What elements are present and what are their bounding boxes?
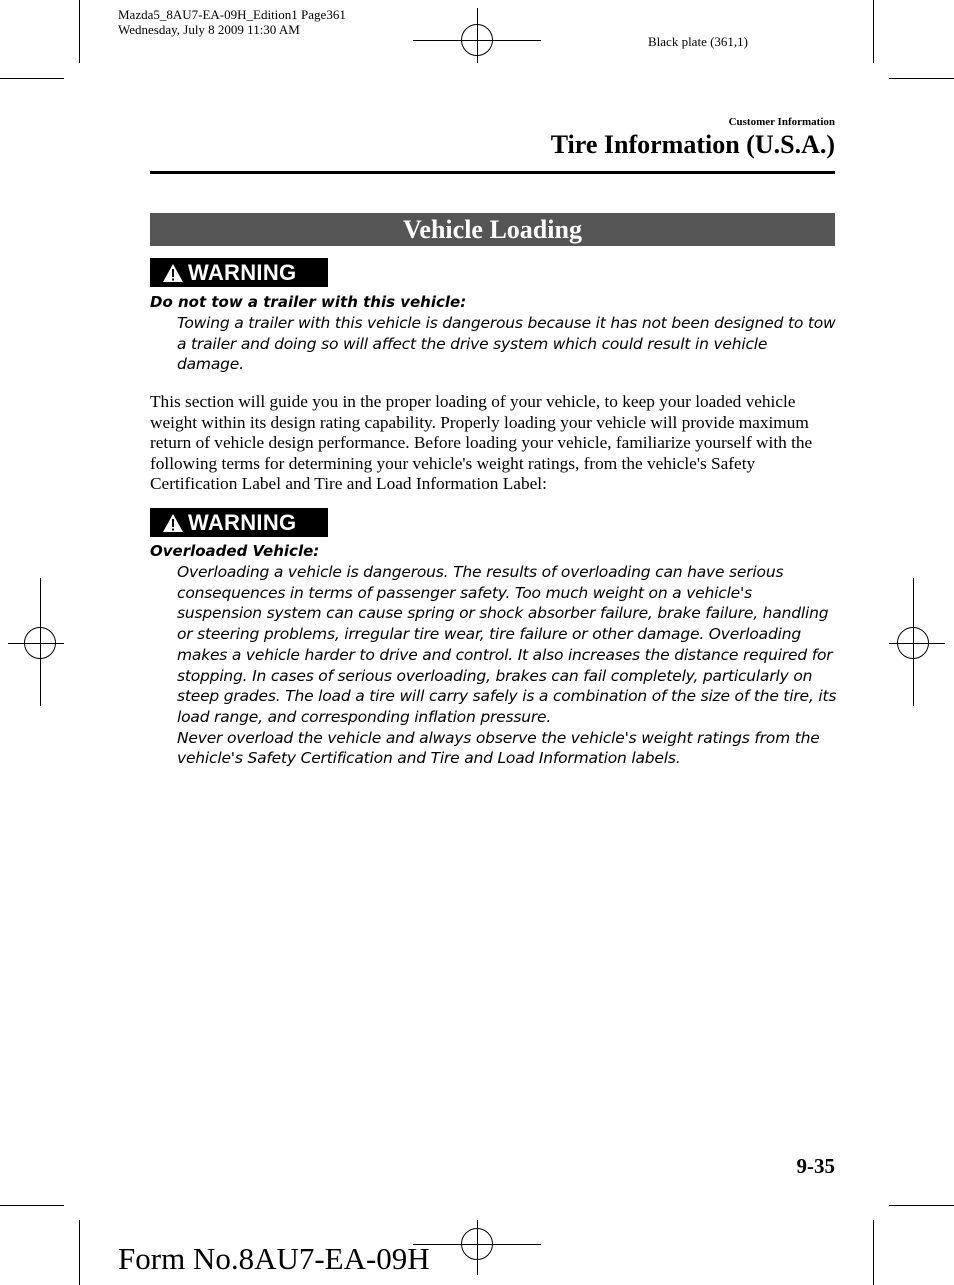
warning-body: [177, 562, 837, 769]
warning-triangle-icon: [162, 263, 184, 283]
section-label: Customer Information: [728, 116, 835, 128]
warning-body: [177, 313, 837, 375]
warning-paragraph: Never overload the vehicle and always observe the vehicle's weight ratings from the vehicle's Safety Certification and Tire and Load Information labels.: [177, 728, 820, 768]
warning-badge-label: WARNING: [188, 259, 297, 285]
print-metadata: [118, 7, 346, 37]
print-meta-line1: Mazda5_8AU7-EA-09H_Edition1 Page361: [118, 7, 346, 22]
form-number: Form No.8AU7-EA-09H: [118, 1241, 430, 1276]
intro-paragraph: This section will guide you in the proper loading of your vehicle, to keep your loaded vehicle weight within its design rating capability. Properly loading your vehicle will provide maximum return of vehicle design performance. Before loading your vehicle, familiarize yourself with the following terms for determining your vehicle's weight ratings, from the vehicle's Safety Certification Label and Tire and Load Information Label:: [150, 392, 813, 493]
warning-paragraph: Towing a trailer with this vehicle is dangerous because it has not been designed to tow a trailer and doing so will affect the drive system which could result in vehicle damage.: [177, 314, 836, 374]
title-divider: [150, 171, 835, 174]
warning-paragraph: Overloading a vehicle is dangerous. The results of overloading can have serious consequences in terms of passenger safety. Too much weight on a vehicle's suspension system can cause spring or shock absorber failure, brake failure, handling or steering problems, irregular tire wear, tire failure or other damage. Overloading makes a vehicle harder to drive and control. It also increases the distance required for stopping. In cases of serious overloading, brakes can fail completely, particularly on steep grades. The load a tire will carry safely is a combination of the size of the tire, its load range, and corresponding inflation pressure.: [177, 563, 837, 726]
page-number: 9-35: [796, 1154, 835, 1178]
warning-badge-label: WARNING: [188, 509, 297, 535]
warning-heading: Do not tow a trailer with this vehicle:: [150, 293, 467, 311]
section-banner: Vehicle Loading: [150, 213, 835, 246]
black-plate-label: Black plate (361,1): [648, 34, 748, 49]
warning-triangle-icon: [162, 513, 184, 533]
warning-badge: [150, 258, 328, 287]
warning-badge: [150, 508, 328, 537]
print-meta-line2: Wednesday, July 8 2009 11:30 AM: [118, 22, 300, 37]
page-title: Tire Information (U.S.A.): [550, 130, 835, 159]
warning-heading: Overloaded Vehicle:: [150, 542, 320, 560]
